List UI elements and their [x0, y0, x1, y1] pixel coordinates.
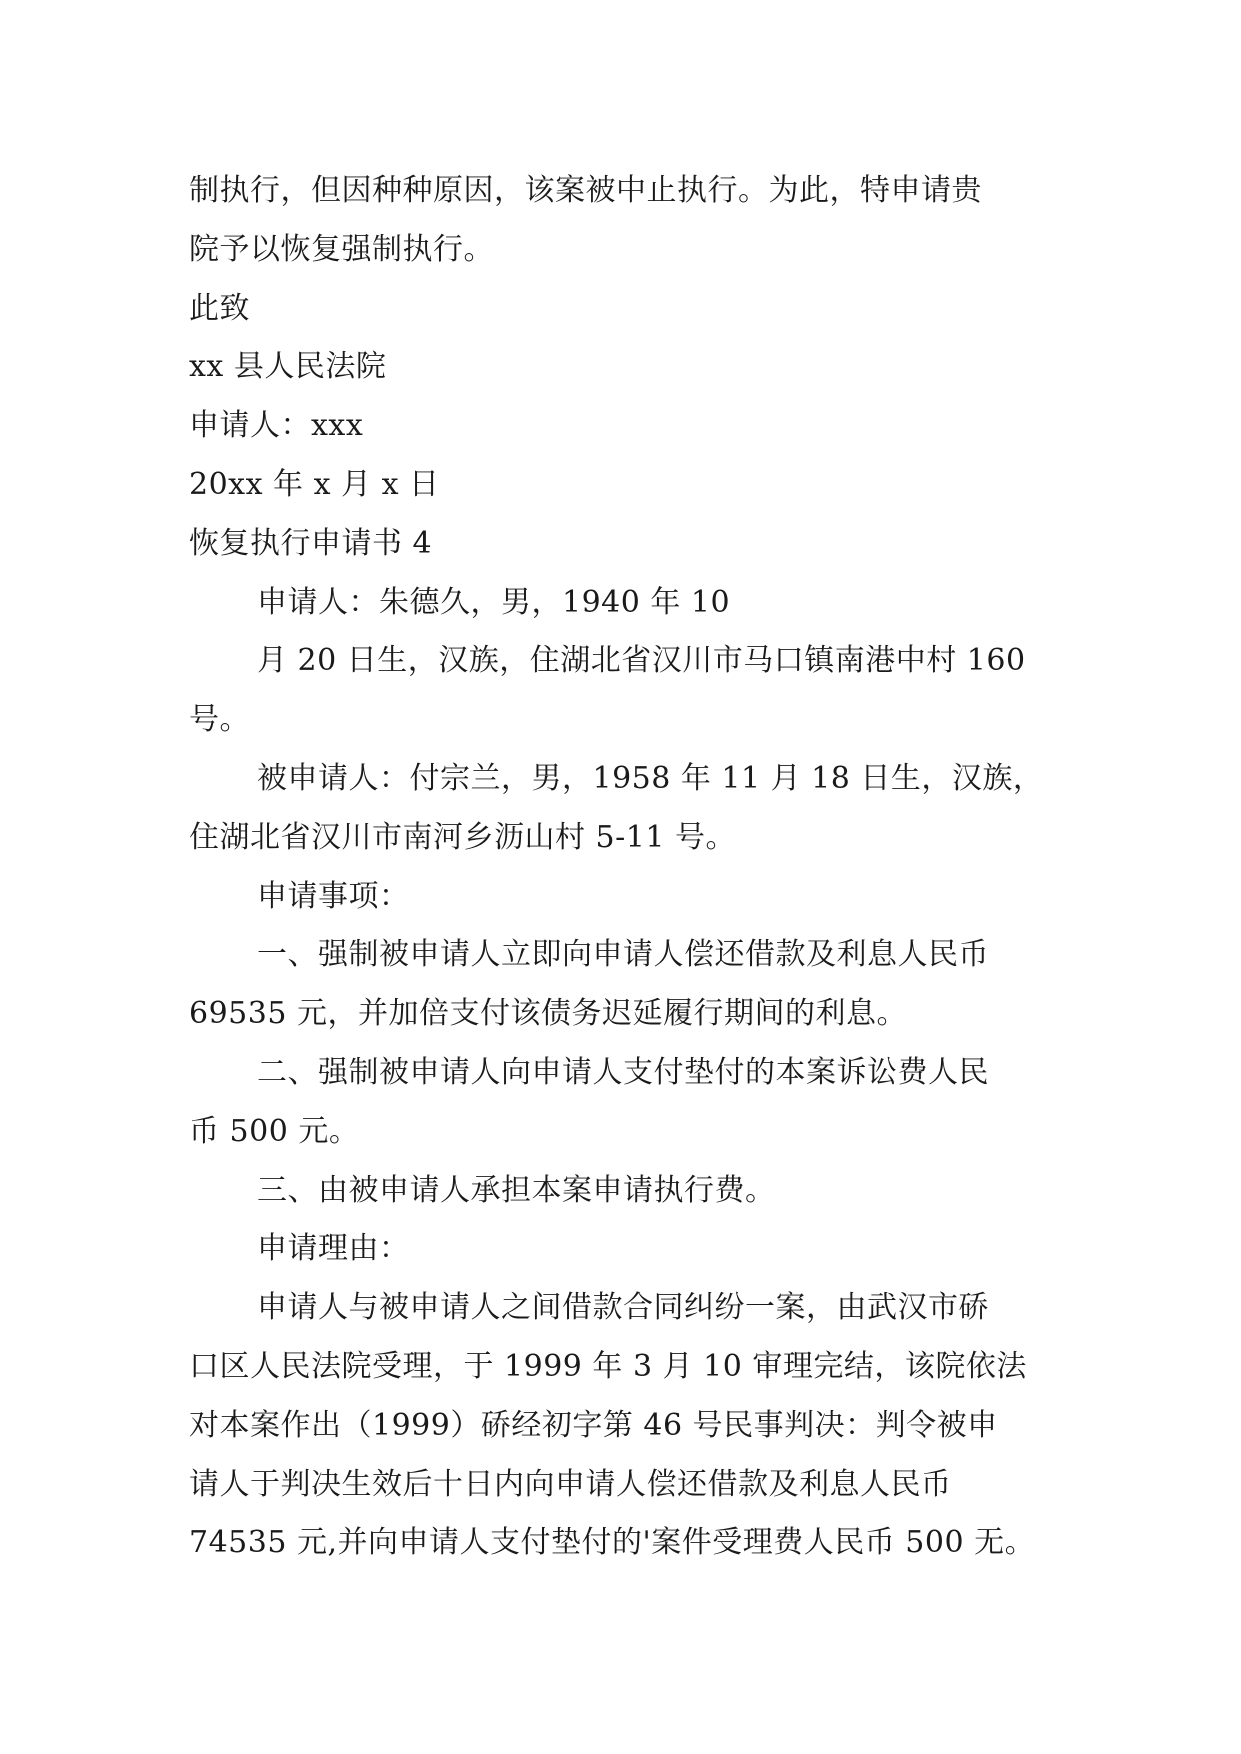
text-line: 被申请人：付宗兰，男，1958 年 11 月 18 日生，汉族，: [257, 760, 1044, 796]
text-line: 申请事项：: [257, 878, 410, 914]
text-line: 住湖北省汉川市南河乡沥山村 5-11 号。: [189, 819, 736, 855]
text-line: 院予以恢复强制执行。: [189, 231, 494, 267]
text-line: 对本案作出（1999）硚经初字第 46 号民事判决：判令被申: [189, 1407, 998, 1443]
text-line: 69535 元，并加倍支付该债务迟延履行期间的利息。: [189, 996, 907, 1032]
text-line: 74535 元,并向申请人支付垫付的'案件受理费人民币 500 无。: [189, 1525, 1036, 1561]
text-line: 二、强制被申请人向申请人支付垫付的本案诉讼费人民: [257, 1054, 989, 1090]
text-line: 月 20 日生，汉族，住湖北省汉川市马口镇南港中村 160: [257, 643, 1026, 679]
text-line: 申请理由：: [257, 1231, 410, 1267]
text-line: 20xx 年 x 月 x 日: [189, 466, 440, 502]
text-line: 申请人与被申请人之间借款合同纠纷一案，由武汉市硚: [257, 1290, 989, 1326]
text-line: 号。: [189, 702, 250, 738]
text-line: xx 县人民法院: [189, 349, 387, 385]
text-line: 制执行，但因种种原因，该案被中止执行。为此，特申请贵: [189, 173, 982, 208]
text-line: 恢复执行申请书 4: [189, 525, 433, 561]
text-line: 请人于判决生效后十日内向申请人偿还借款及利息人民币: [189, 1466, 952, 1502]
text-line: 申请人：朱德久，男，1940 年 10: [257, 584, 731, 620]
text-line: 三、由被申请人承担本案申请执行费。: [257, 1172, 776, 1208]
text-line: 申请人：xxx: [189, 408, 364, 444]
document-body: [189, 162, 1059, 1573]
text-line: 口区人民法院受理，于 1999 年 3 月 10 审理完结，该院依法: [189, 1348, 1027, 1384]
text-line: 此致: [189, 290, 250, 326]
text-line: 一、强制被申请人立即向申请人偿还借款及利息人民币: [257, 937, 989, 973]
text-line: 币 500 元。: [189, 1113, 360, 1149]
